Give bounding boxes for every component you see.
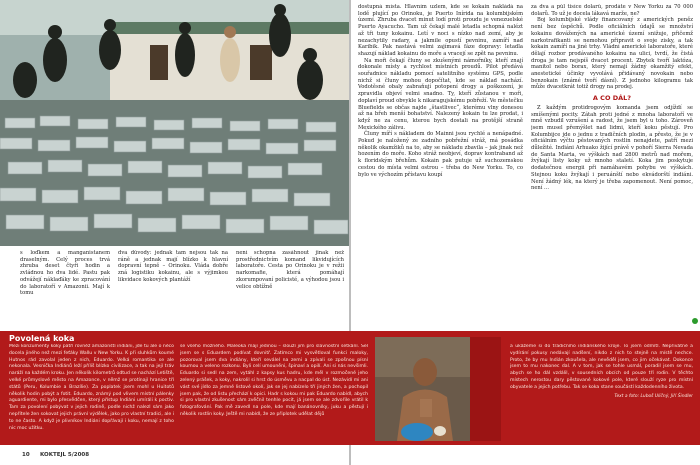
sidebar-column-2 [180,344,368,442]
right-column-1-para-2: Na moři čekají čluny se zkušenými námořníky, kteří znají dokonale místy a rychlost místních proudů. Pilot předává souřadnice nákladu pomocí satelitního systému GPS, podle nichž si čluny mohou dopočítat, kde se náklad nachází. Vodotěsné obaly zabraňují potopení drogy a poškození, je zpravidla objeví velmi snadno. Ty, kteří zůstanou v moři, doplaví proud obvykle k nikaragujskému pobřeží. Ve městečku Bluefields se občas najde „štastlivec“, kterému vlny donesou až na břeh menší bohatství. Nalezený kokain tu lze prodat, i když ne za cenu, kterou bych dostali na protější straně Mexického zálivu. [358,57,523,131]
left-column-2-text: dva důvody: jednak tam nejsou tak na ráně a jednak mají blízko k hlavní dopravní tepně – Orinoku. Vláda dobře zná logistiku kokainu, ale s výjimkou likvidace kokových plantáží [118,250,228,283]
left-column-2 [118,250,228,325]
left-column-1 [20,250,110,325]
magazine-issue: KOKTEJL 5/2008 [40,452,90,458]
sidebar-photo-edge [470,337,501,441]
sidebar-title: Povolená koka [9,334,75,343]
sidebar-column-3 [510,344,693,442]
right-column-1-para-1: dostupná místa. Hlavním uzlem, kde se kokain nakládá na lodě plující po Orinoku, je Puerto Inírida na kolumbijském území. Zhruba dvacet minut lodí proti proudu je venezuelské Puerto Ayacucho. Tam už čekají malé letadla schopná nalézt až tři tuny kokainu. Letí v noci s nízko nad zemí, aby je nezachytily radary, a jakmile opustí pevninu, zamíří nad Karibik. Pak nastává velmi zajímavá fáze dopravy: letadla shazují náklad kokainu do moře a vracejí se zpět na pevninu. [358,4,523,57]
sidebar-column-2-text: se všeho možného. Maleoka mají jedinou – slouží jim pro slavnostní setkání. Šel jsem se s Eduardem podívat dovnitř. Zatímco mi vysvětloval funkci maloky, pozoroval jsem dva indiány, kteří seválel na zemi a zpívali se zpošnou písní koumou a veleno rozkonu. Byli celí umouněni, špinaví a opilí. Ani si nás nevšimli. Eduardo si sedl na zem, vytáhl z kapsy kus hadru, kde měl v rozmočené jeho zelený prášek, a koky, nakrolil si hrst do úsměvu a nacpal do úst. Nezávidí mi ani vást své jídlo za jemné listové okolí, jak se jej nabízelo tří jiných žen, a pochopil jsem pak, že od listu přechází k opici. Hadr s kokou mi pak Eduardo nabídl, abych si pro vlastní zkušenost sám zvěčnil tenhle pocit, já jsem se ale zdvořile vrátil k fotografování. Pak mě zavedl na pole, kde mají banánovníky, juku a pěstují i několik rostlin koky. Ještě mi nabídl, že ze připlotek udělat dějů [180,344,368,417]
left-column-3 [236,250,344,325]
right-column-2-para-3: Z každým protidrogovým komanda jsem odjíždí se smíšenými pocity. Zátah proti jedné z mnoha laboratoří ve mně vzbudil vzrušení a radost, že jsem byl u toho. Zároveň jsem musel přemýšlet nad lidmi, kteří koku pěstují. Pro Kolumbijce jde o jednu z tradičních plodin, a přesto, že je v oficiálním výčtu pěstovaných rostlin nenajdete, patří mezi důležité. Indiáni Arhuako žijící právě v pohoří Sierra Nevada de Santa Marta, ve výškách nad 2800 metrů nad mořem, žvýkají listy koky už mnoho staletí. Koka jim poskytuje dodatečnou energii při namáhavém pohybu ve výškách. Stejnou koku žvýkají i peruánští nebo ekvádorští indiáni. Není žádný lék, na který je třeba zapomenout. Není pomoc, není ... [531,104,693,192]
raid-photo [0,0,349,246]
right-column-2-para-1: za dva a půl tisíce dolarů, prodáte v New Yorku za 70 000 dolarů. To už je docela lákavá marže, ne? [531,4,693,17]
section-heading-a-co-dal: A CO DÁL? [592,94,632,103]
left-column-1-text: s loďkem a manganistanem draselným. Celý proces trvá zhruba deset čtyři hodin a zvládnou ho dva lidé. Pastu pak odvážejí náklaďáky ke zpracování do laboratoří v Amazonii. Mají k tomu [20,250,110,297]
left-column-3-text: není schopna zasáhnout jinak než prostřednictvím komand likvidujících laboratoře. Cesta po Orinoku je v režii narkomafie, která pomáhají zkorumpovaní policisté, a výhodou jsou i velice obtížně [236,250,344,290]
article-end-mark-icon [692,318,698,324]
right-column-1-para-3: Čluny míří s nákladem do Mainni jsou rychlé a nenápadné. Pokud je naložený ze zadního pobřežní stráž, má posádka několik okamžiků na to, aby se nákladu zbavila – jak jinak než hozením do moře. Koho stráž neobjeví, doprav kontraband až k floridským břehům. Kokain pak putuje už suchozemskou cestou do místa velmi ostrou – třeba do New Yorku. To, co bylo ve výchozím přístavu koupí [358,131,523,178]
sidebar-column-1 [9,344,174,442]
right-column-2-para-2: Boj kolumbijské vlády financovaný z amerických peněz není bez úspěchů. Podle oficiálních údajů se množství kokainu dovážených na americké území snižuje, přičemž narkotrafikanti se nemohou připravit o svoje zisky, a tak kokain zamíří na jiné trhy. Vládní americké laboratoře, které dělají rozbor prodávaného kokainu na ulici, tvrdí, že čistá droga je tam nejspíš dvacet procent. Zbytek tvoří laktóza, manitol nebo borax, který nemají žádný okamžitý efekt, anestetické účinky vyvolává přidávaný novokain nebo benzokain (známé tvoří dásní). Z jednoho kilogramu tak může dvacetkrát totiž drogy na prodej. [531,17,693,91]
page-number: 10 [22,452,30,458]
right-column-1 [358,4,523,325]
right-column-2 [531,4,693,325]
sidebar-column-3-text: a ukážeme si do tradičního indiánského kroje. To jsem odmítl. Nepřivátné a vydírání pokusy nedávají nadšení, nikdo z nich to stejně na místě nechce. Proto, že by mu Indián zkoušela, ale nevěděl jsem, co jim očekávat. Dokonce jsem to mu nakonec dal. A v tom, jak se tohle usmál, poradil jsem se mu, abych se ho dál vzdálil, v sousedních obcích od pouze tří rodin. V těchto místech nerostou dary pěstované kokové pole, které slouží ryze pro místní obyvatele a jejich potřebu. Tak se koka stane součástí každodenního života. [510,344,693,390]
sidebar-photo-indian [375,337,470,441]
photo-credit: Text a foto: Luboš Uličný, Jiří Šindler [614,393,693,399]
sidebar-column-1-text: Mezi konzumenty koky patří rovněž amazonští indiáni, jde tu ale o něco docela jiného než mezi feťáky Wallu v New Yorku. K při sluhkům koumé Hutnos rád zavolal jeden z nich, Eduardo. Velká romantika se ale nekonala. Vesnička Indiánů leží příliš blízko civilizace, a tak na její tráv naráží na každém kroku. Jen několik kilometrů odtud se nachází Letiště, velké průmyslové město na Amazonce, v němž se protínají hranice tří států (Peru, Kolumbie a Brazílie). Za poplatek jsem mohl u Huitotů několik hodin pobýt a fotit. Eduardo, známý pod vlivem místní pálenky aguardiente, mi bylo přesvědčen, který přístup Indiáni umíráli k poctiv. Tam za povolení pobývat v jejich rodině, podle nichž nalezl sám jako nepřítele žen sokovat jejich právní výdělek, jako pro vlastní tradici, ale i to ne často. A když je plivníkov Indiáni dopřávají i koku, nemají z toho nic moc užitku. [9,344,174,431]
